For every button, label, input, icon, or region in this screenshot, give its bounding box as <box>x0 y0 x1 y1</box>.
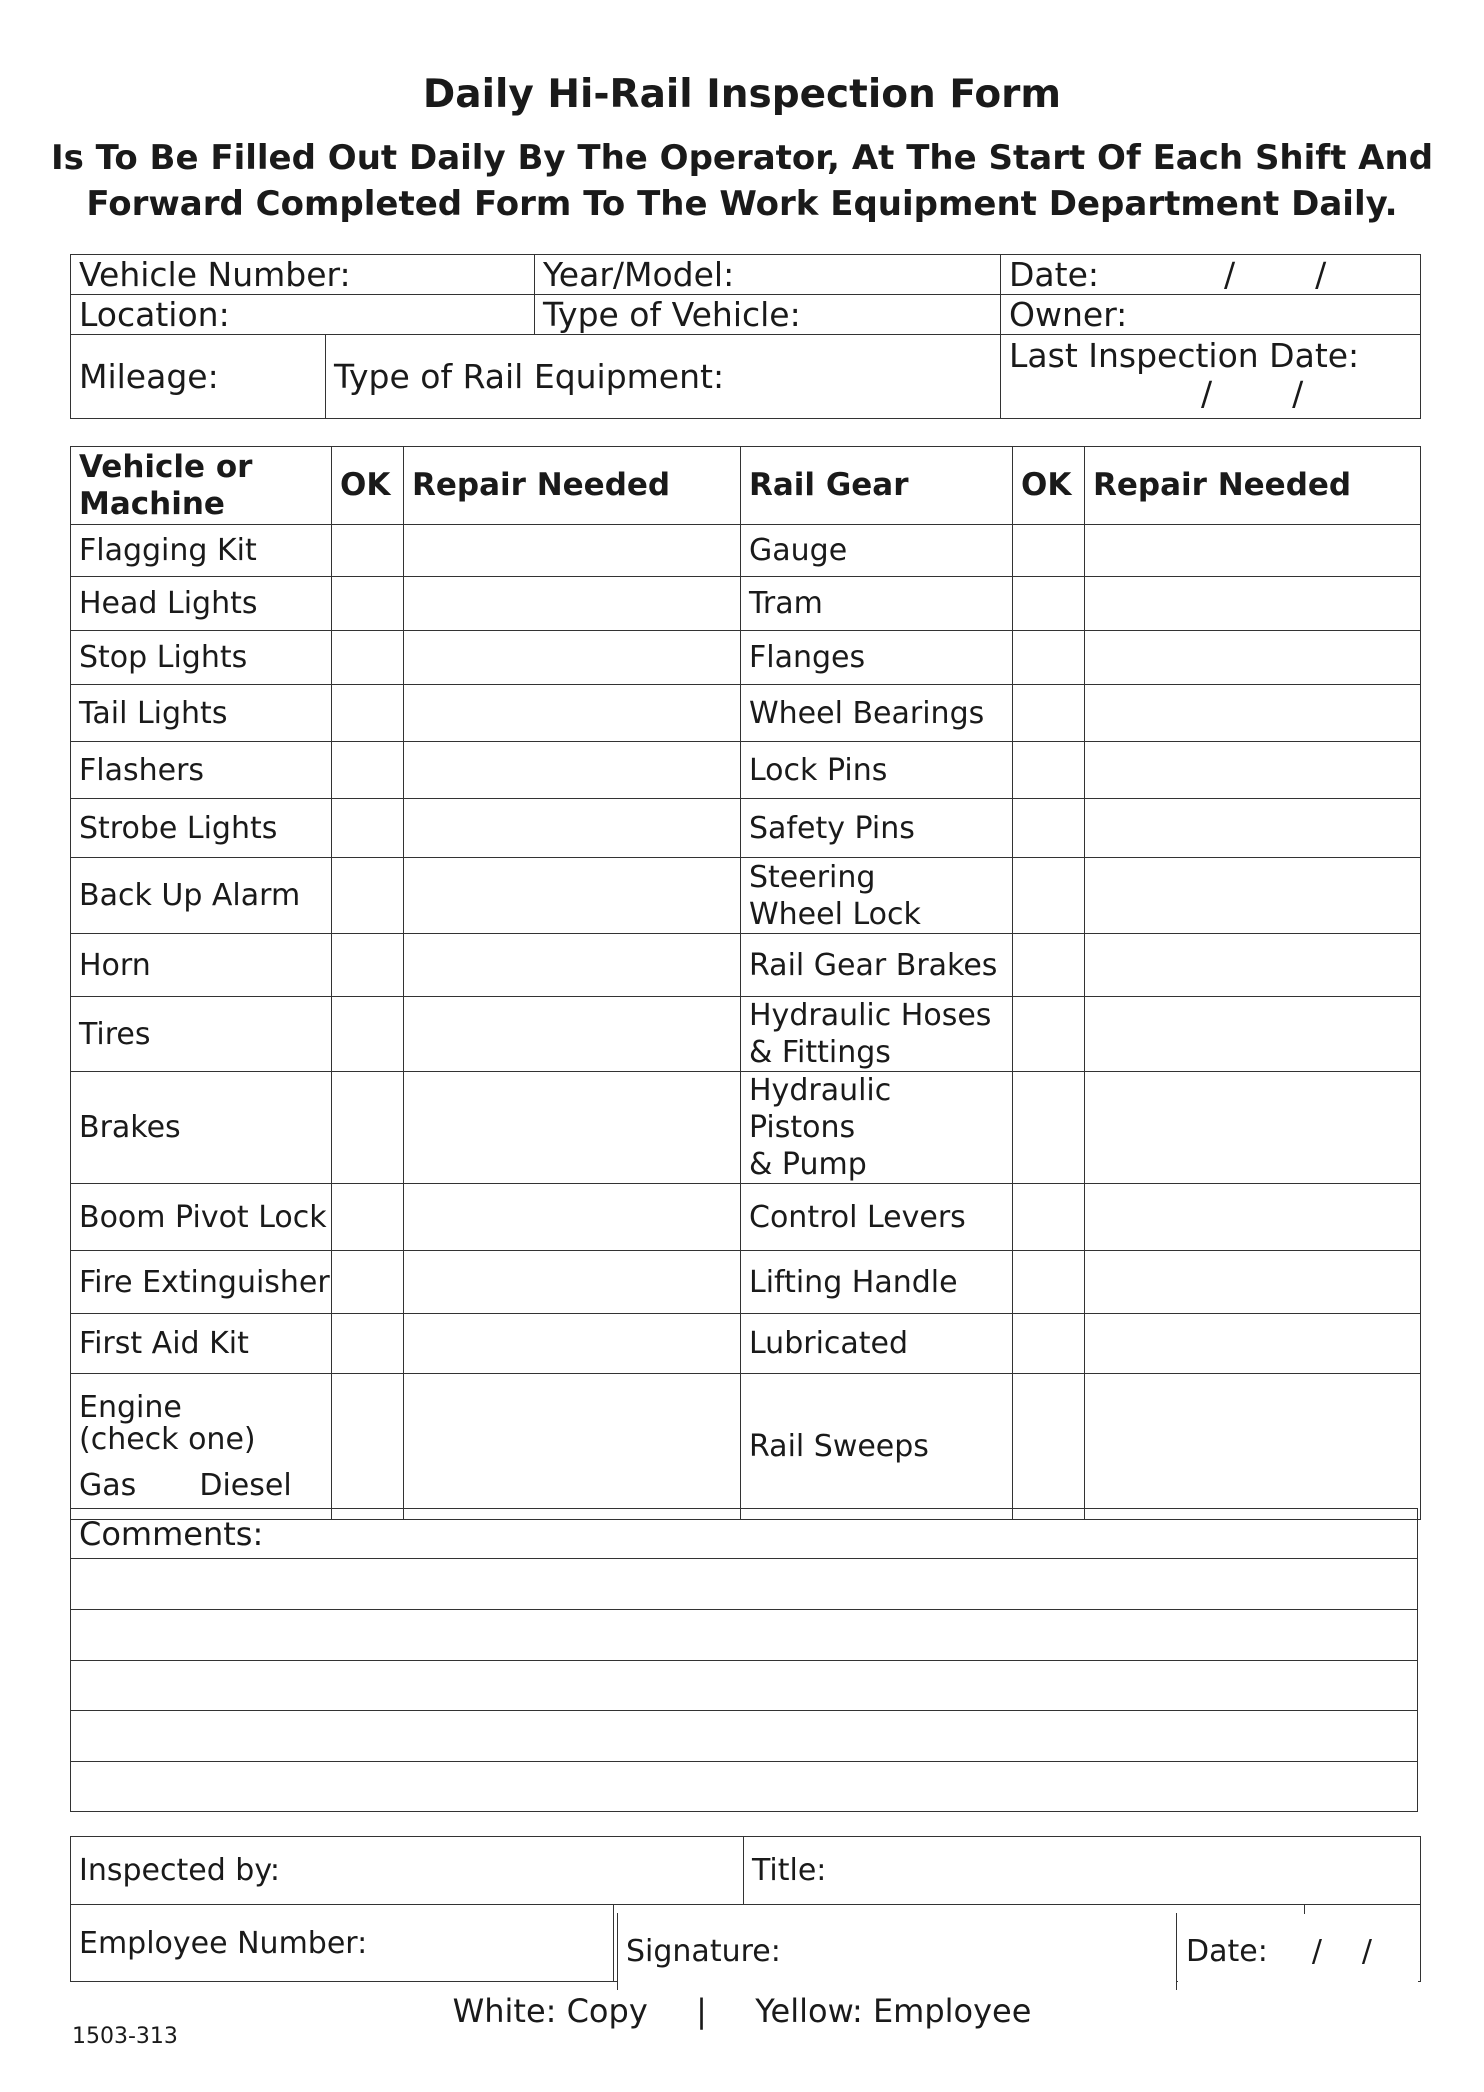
mileage-field[interactable] <box>71 335 326 419</box>
location-field[interactable] <box>71 295 535 335</box>
ok-checkbox[interactable] <box>1013 631 1085 685</box>
ok-checkbox[interactable] <box>1013 525 1085 577</box>
item-vehicle: Tires <box>71 997 332 1072</box>
table-row <box>71 799 1421 858</box>
comment-line[interactable] <box>71 1559 1418 1610</box>
header-vehicle-line2: Machine <box>79 485 225 522</box>
rail-equipment-field[interactable] <box>326 335 1001 419</box>
item-rail-gear: Gauge <box>741 525 1013 577</box>
repair-field[interactable] <box>1085 799 1421 858</box>
table-row <box>71 1374 1421 1520</box>
header-ok: OK <box>332 447 404 525</box>
repair-field[interactable] <box>404 1251 741 1314</box>
header-rail-gear: Rail Gear <box>741 447 1013 525</box>
ok-checkbox[interactable] <box>1013 1251 1085 1314</box>
form-code: 1503-313 <box>72 2024 178 2049</box>
item-vehicle: Horn <box>71 934 332 997</box>
repair-field[interactable] <box>1085 577 1421 631</box>
item-rail-gear-line2: & Fittings <box>749 1035 891 1070</box>
ok-checkbox[interactable] <box>332 685 404 742</box>
repair-field[interactable] <box>1085 685 1421 742</box>
item-rail-gear <box>741 997 1013 1072</box>
title-field[interactable] <box>744 1837 1421 1905</box>
ok-checkbox[interactable] <box>1013 685 1085 742</box>
ok-checkbox[interactable] <box>1013 742 1085 799</box>
repair-field[interactable] <box>404 997 741 1072</box>
item-rail-gear: Lifting Handle <box>741 1251 1013 1314</box>
header-repair-needed: Repair Needed <box>404 447 741 525</box>
repair-field[interactable] <box>1085 1072 1421 1184</box>
date-slash-2: / <box>1315 255 1327 294</box>
vehicle-number-field[interactable] <box>71 255 535 295</box>
item-vehicle: Tail Lights <box>71 685 332 742</box>
ok-checkbox[interactable] <box>332 1314 404 1374</box>
table-row <box>71 858 1421 934</box>
repair-field[interactable] <box>1085 742 1421 799</box>
repair-field[interactable] <box>1085 1251 1421 1314</box>
type-of-vehicle-label: Type of Vehicle: <box>543 295 801 334</box>
repair-field[interactable] <box>1085 631 1421 685</box>
signoff-date-cell[interactable] <box>1178 1914 1418 1989</box>
footer-separator: | <box>696 1992 707 2030</box>
item-vehicle: Flashers <box>71 742 332 799</box>
repair-field[interactable] <box>404 1374 741 1520</box>
year-model-field[interactable] <box>535 255 1001 295</box>
ok-checkbox[interactable] <box>1013 1374 1085 1520</box>
item-rail-gear: Rail Gear Brakes <box>741 934 1013 997</box>
item-rail-gear <box>741 1072 1013 1184</box>
ok-checkbox[interactable] <box>332 742 404 799</box>
ok-checkbox[interactable] <box>332 631 404 685</box>
comment-line[interactable] <box>71 1661 1418 1711</box>
ok-checkbox[interactable] <box>332 1374 404 1520</box>
repair-field[interactable] <box>1085 1374 1421 1520</box>
signoff-date-label: Date: <box>1186 1934 1268 1969</box>
form-instructions-line1: Is To Be Filled Out Daily By The Operator, At The Start Of Each Shift And <box>50 138 1434 178</box>
last-inspection-date-label: Last Inspection Date: <box>1009 336 1360 375</box>
table-row <box>71 997 1421 1072</box>
header-repair-needed-rail: Repair Needed <box>1085 447 1421 525</box>
repair-field[interactable] <box>1085 997 1421 1072</box>
engine-gas-option[interactable]: Gas <box>79 1467 137 1503</box>
repair-field[interactable] <box>1085 525 1421 577</box>
title-label: Title: <box>752 1853 827 1888</box>
item-rail-gear: Control Levers <box>741 1184 1013 1251</box>
signoff-date-slash-1: / <box>1311 1934 1322 1969</box>
last-inspection-slash-2: / <box>1292 374 1304 413</box>
year-model-label: Year/Model: <box>543 255 735 294</box>
last-inspection-slash-1: / <box>1201 374 1213 413</box>
ok-checkbox[interactable] <box>332 799 404 858</box>
item-vehicle: Stop Lights <box>71 631 332 685</box>
item-rail-gear: Wheel Bearings <box>741 685 1013 742</box>
ok-checkbox[interactable] <box>1013 799 1085 858</box>
date-label: Date: <box>1009 255 1100 294</box>
repair-field[interactable] <box>404 799 741 858</box>
item-rail-gear: Tram <box>741 577 1013 631</box>
item-vehicle: Brakes <box>71 1072 332 1184</box>
white-copy-label: White: Copy <box>452 1992 648 2030</box>
date-slash-1: / <box>1224 255 1236 294</box>
repair-field[interactable] <box>404 525 741 577</box>
repair-field[interactable] <box>404 934 741 997</box>
date-field[interactable] <box>1001 255 1421 295</box>
item-engine <box>71 1374 332 1520</box>
table-row <box>71 1251 1421 1314</box>
item-rail-gear <box>741 858 1013 934</box>
rail-equipment-label: Type of Rail Equipment: <box>334 357 725 396</box>
ok-checkbox[interactable] <box>1013 858 1085 934</box>
table-row <box>71 577 1421 631</box>
item-vehicle: Fire Extinguisher <box>71 1251 332 1314</box>
item-rail-gear: Safety Pins <box>741 799 1013 858</box>
ok-checkbox[interactable] <box>1013 1314 1085 1374</box>
engine-diesel-option[interactable]: Diesel <box>199 1467 292 1503</box>
employee-number-field[interactable] <box>71 1905 614 1982</box>
repair-field[interactable] <box>1085 858 1421 934</box>
table-row <box>71 1072 1421 1184</box>
item-vehicle: First Aid Kit <box>71 1314 332 1374</box>
signature-cell[interactable] <box>617 1913 1177 1990</box>
item-rail-gear-line2: & Pump <box>749 1147 867 1182</box>
comment-line[interactable] <box>71 1711 1418 1762</box>
engine-label: Engine <box>79 1389 182 1425</box>
repair-field[interactable] <box>404 577 741 631</box>
item-vehicle: Flagging Kit <box>71 525 332 577</box>
table-row <box>71 525 1421 577</box>
inspected-by-field[interactable] <box>71 1837 744 1905</box>
type-of-vehicle-field[interactable] <box>535 295 1001 335</box>
table-row <box>71 685 1421 742</box>
item-rail-gear-line1: Hydraulic Hoses <box>749 998 992 1033</box>
owner-field[interactable] <box>1001 295 1421 335</box>
ok-checkbox[interactable] <box>1013 1184 1085 1251</box>
repair-field[interactable] <box>1085 1314 1421 1374</box>
item-vehicle: Back Up Alarm <box>71 858 332 934</box>
inspection-checklist-table <box>70 446 1421 1520</box>
table-row <box>71 934 1421 997</box>
item-rail-gear-line1: Steering <box>749 859 876 895</box>
copy-distribution <box>0 1992 1484 2030</box>
engine-check-one: (check one) <box>79 1421 256 1457</box>
table-row <box>71 1184 1421 1251</box>
repair-field[interactable] <box>404 631 741 685</box>
ok-checkbox[interactable] <box>332 1184 404 1251</box>
ok-checkbox[interactable] <box>332 997 404 1072</box>
repair-field[interactable] <box>404 1184 741 1251</box>
item-rail-gear: Flanges <box>741 631 1013 685</box>
mileage-label: Mileage: <box>79 357 219 396</box>
table-row <box>71 1314 1421 1374</box>
vehicle-number-label: Vehicle Number: <box>79 255 351 294</box>
comments-label: Comments: <box>71 1509 1418 1559</box>
repair-field[interactable] <box>1085 1184 1421 1251</box>
owner-label: Owner: <box>1009 295 1128 334</box>
last-inspection-date-field[interactable] <box>1001 335 1421 419</box>
header-ok-rail: OK <box>1013 447 1085 525</box>
employee-number-label: Employee Number: <box>79 1925 368 1961</box>
item-vehicle: Head Lights <box>71 577 332 631</box>
form-title: Daily Hi-Rail Inspection Form <box>422 72 1062 117</box>
item-rail-gear: Rail Sweeps <box>741 1374 1013 1520</box>
item-vehicle: Boom Pivot Lock <box>71 1184 332 1251</box>
item-rail-gear: Lubricated <box>741 1314 1013 1374</box>
ok-checkbox[interactable] <box>1013 997 1085 1072</box>
comment-line[interactable] <box>71 1610 1418 1661</box>
form-instructions-line2: Forward Completed Form To The Work Equipment Department Daily. <box>86 184 1398 224</box>
ok-checkbox[interactable] <box>332 525 404 577</box>
repair-field[interactable] <box>1085 934 1421 997</box>
ok-checkbox[interactable] <box>332 1072 404 1184</box>
comment-line[interactable] <box>71 1762 1418 1812</box>
ok-checkbox[interactable] <box>332 1251 404 1314</box>
item-rail-gear: Lock Pins <box>741 742 1013 799</box>
location-label: Location: <box>79 295 230 334</box>
table-row <box>71 631 1421 685</box>
vehicle-info-table <box>70 254 1421 419</box>
repair-field[interactable] <box>404 685 741 742</box>
signature-label: Signature: <box>626 1934 781 1969</box>
item-rail-gear-line1: Hydraulic Pistons <box>749 1073 892 1145</box>
yellow-copy-label: Yellow: Employee <box>755 1992 1032 2030</box>
repair-field[interactable] <box>404 1072 741 1184</box>
ok-checkbox[interactable] <box>1013 577 1085 631</box>
signoff-date-slash-2: / <box>1361 1934 1373 1969</box>
ok-checkbox[interactable] <box>1013 934 1085 997</box>
item-rail-gear-line2: Wheel Lock <box>749 896 921 932</box>
header-vehicle-or-machine <box>71 447 332 525</box>
ok-checkbox[interactable] <box>332 858 404 934</box>
repair-field[interactable] <box>404 742 741 799</box>
inspected-by-label: Inspected by: <box>79 1853 281 1888</box>
header-vehicle-line1: Vehicle or <box>79 448 253 485</box>
ok-checkbox[interactable] <box>332 577 404 631</box>
comments-box <box>70 1508 1418 1812</box>
item-vehicle: Strobe Lights <box>71 799 332 858</box>
ok-checkbox[interactable] <box>332 934 404 997</box>
repair-field[interactable] <box>404 858 741 934</box>
ok-checkbox[interactable] <box>1013 1072 1085 1184</box>
table-row <box>71 742 1421 799</box>
repair-field[interactable] <box>404 1314 741 1374</box>
